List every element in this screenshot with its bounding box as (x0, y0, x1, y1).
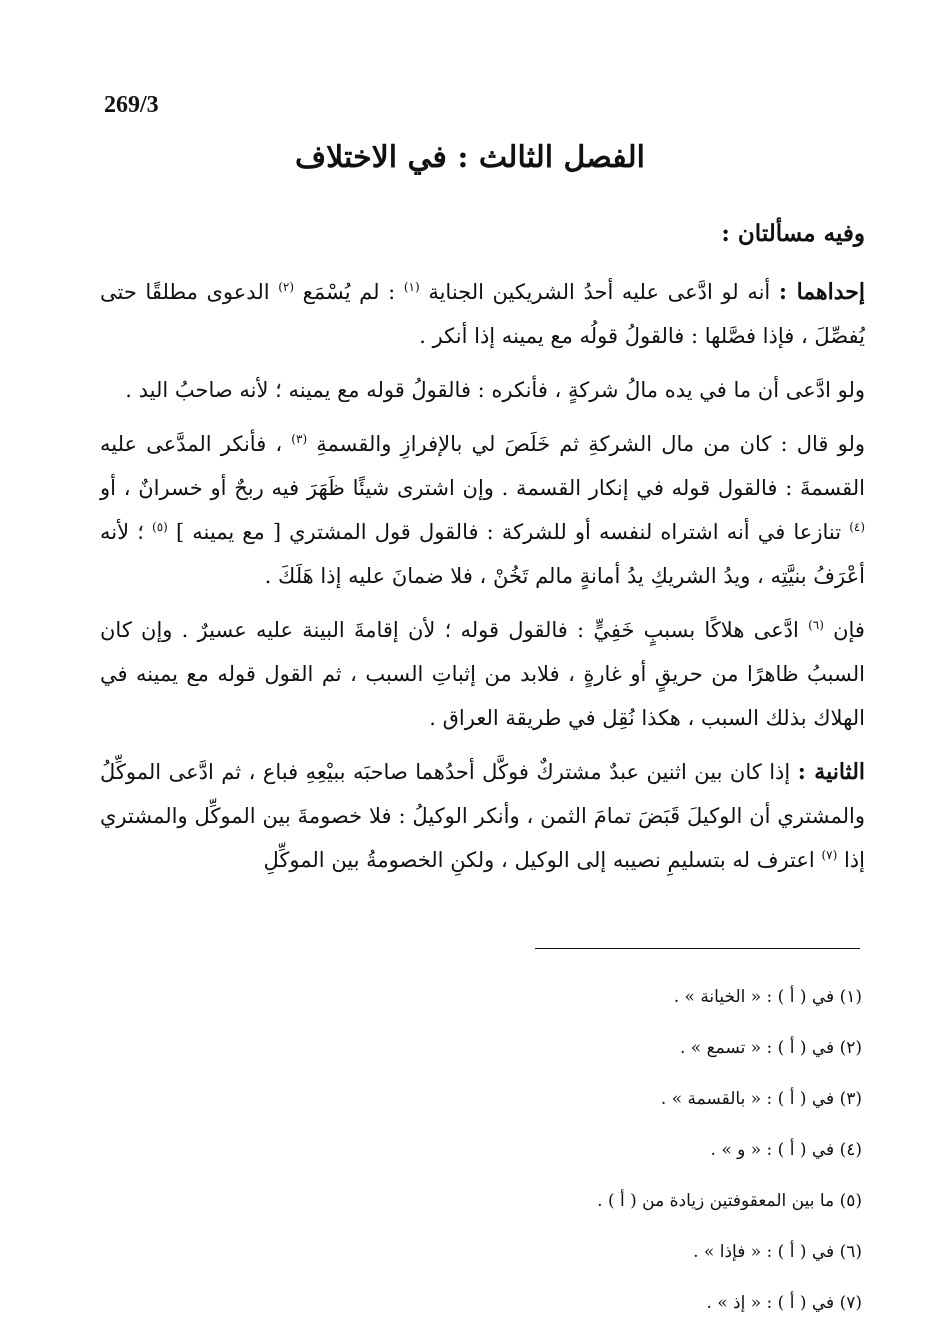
main-text (100, 212, 865, 892)
footnote-5: (٥) ما بين المعقوفتين زيادة من ( أ ) . (597, 1191, 862, 1211)
footnote-ref: (٥) (152, 520, 168, 534)
paragraph-5 (100, 750, 865, 882)
paragraph-text: ، فأنكر المدَّعى عليه القسمةَ : فالقول قوله في إنكار القسمة . وإن اشترى شيئًا ظَهَرَ فيه ربحٌ أو خسرانٌ ، أو (100, 432, 865, 500)
paragraph-text: إذا كان بين اثنين عبدٌ مشتركٌ فوكَّل أحدُهما صاحبَه ببيْعِهِ فباع ، ثم ادَّعى الموكِّلُ والمشتري أن الوكيلَ قَبَضَ تمامَ الثمن ، وأنكر الوكيلُ : فلا خصومةَ بين الموكِّل والمشتري إذا (100, 760, 865, 872)
footnote-1: (١) في ( أ ) : « الخيانة » . (673, 987, 862, 1007)
page-number: 269/3 (104, 92, 159, 118)
paragraph-text: تنازعا في أنه اشتراه لنفسه أو للشركة : فالقول قول المشتري [ مع يمينه ] (175, 520, 842, 544)
paragraph-4 (100, 608, 865, 740)
footnote-ref: (٤) (849, 520, 866, 534)
footnote-7: (٧) في ( أ ) : « إذ » . (706, 1293, 862, 1313)
section-intro: وفيه مسألتان : (721, 220, 865, 247)
paragraph-lead: إحداهما : (778, 279, 866, 305)
paragraph-text: الدعوى مطلقًا حتى يُفصِّلَ ، فإذا فصَّلها : فالقولُ قولُه مع يمينه إذا أنكر . (100, 280, 865, 348)
footnote-6: (٦) في ( أ ) : « فإذا » . (693, 1242, 862, 1262)
paragraph-2: ولو ادَّعى أن ما في يده مالُ شركةٍ ، فأنكره : فالقولُ قوله مع يمينه ؛ لأنه صاحبُ اليد . (125, 378, 865, 402)
footnote-3: (٣) في ( أ ) : « بالقسمة » . (660, 1089, 862, 1109)
footnote-ref: (٣) (291, 432, 308, 446)
paragraph-text: أنه لو ادَّعى عليه أحدُ الشريكين الجناية (428, 280, 771, 304)
paragraph-text: ادَّعى هلاكًا بسببٍ خَفِيٍّ : فالقول قوله ؛ لأن إقامةَ البينة عليه عسيرٌ . وإن كان السببُ ظاهرًا من حريقٍ أو غارةٍ ، فلابد من إثباتِ السبب ، ثم القول قوله مع يمينه في الهلاك بذلك السبب ، هكذا نُقِل في طريقة العراق . (100, 618, 865, 730)
paragraph-text: ؛ لأنه أعْرَفُ بنيَّتِه ، ويدُ الشريكِ يدُ أمانةٍ مالم تَخُنْ ، فلا ضمانَ عليه إذا هَلَكَ . (100, 520, 865, 588)
paragraph-lead: الثانية : (797, 759, 866, 785)
footnote-ref: (٢) (278, 280, 295, 294)
paragraph-text: فإن (833, 618, 865, 642)
paragraph-text: : لم يُسْمَع (302, 280, 396, 304)
paragraph-3 (100, 422, 865, 598)
paragraph-text: اعترف له بتسليمِ نصيبه إلى الوكيل ، ولكنِ الخصومةُ بين الموكِّلِ (263, 848, 815, 872)
footnote-ref: (٧) (821, 848, 838, 862)
footnote-divider (535, 948, 860, 949)
paragraph-text: ولو قال : كان من مال الشركةِ ثم خَلَصَ لي بالإفرازِ والقسمةِ (316, 432, 865, 456)
footnote-2: (٢) في ( أ ) : « تسمع » . (679, 1038, 862, 1058)
footnote-ref: (٦) (808, 618, 824, 632)
footnote-4: (٤) في ( أ ) : « و » . (710, 1140, 862, 1160)
footnotes (100, 980, 862, 1337)
chapter-title: الفصل الثالث : في الاختلاف (295, 140, 645, 175)
paragraph-1 (100, 270, 865, 358)
footnote-ref: (١) (403, 280, 420, 294)
